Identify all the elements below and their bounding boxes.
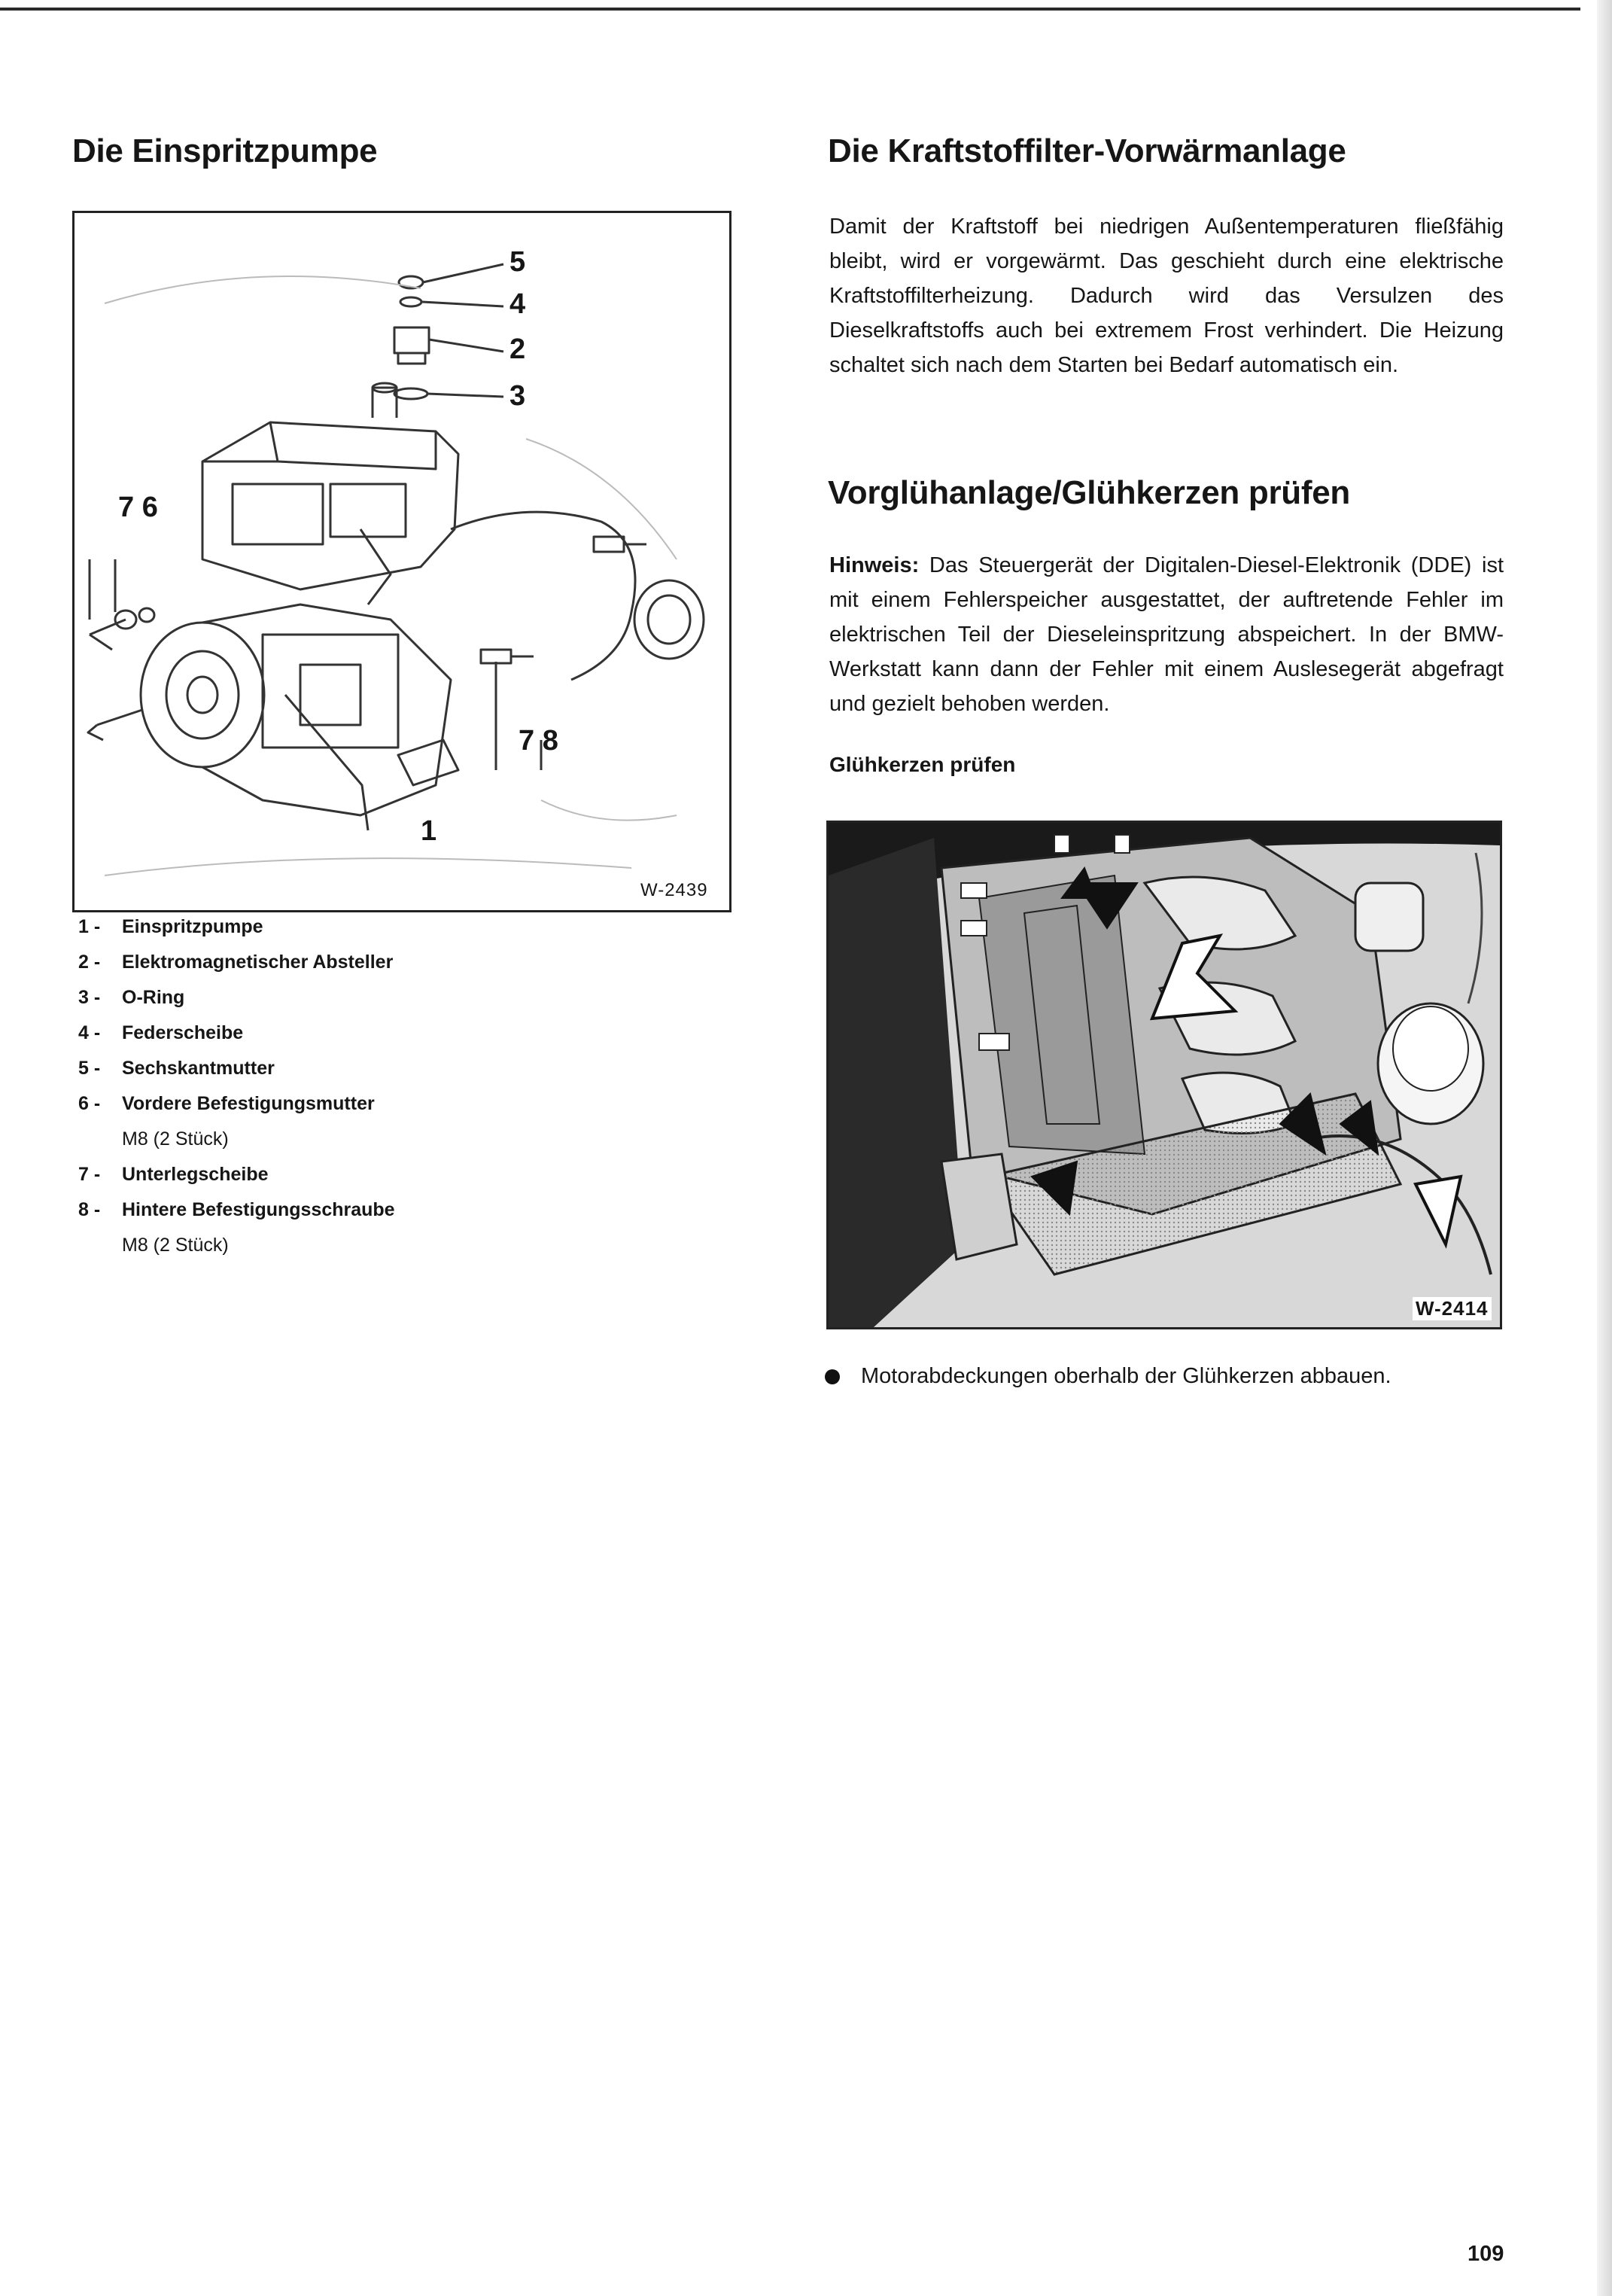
page-edge-shadow <box>1597 0 1612 2296</box>
instruction-text: Motorabdeckungen oberhalb der Glühkerzen abbauen. <box>861 1364 1391 1388</box>
section-title-einspritzpumpe: Die Einspritzpumpe <box>72 132 378 169</box>
legend-item: 2 - Elektromagnetischer Absteller <box>78 952 394 973</box>
section-title-vorwaermanlage: Die Kraftstoffilter-Vorwärmanlage <box>828 132 1346 169</box>
callout-5: 5 <box>509 246 526 278</box>
callout-3: 3 <box>509 380 526 412</box>
legend-item: 5 - Sechskantmutter <box>78 1058 275 1079</box>
figure-id-w2439: W-2439 <box>640 880 708 900</box>
legend-item: 7 - Unterlegscheibe <box>78 1164 269 1185</box>
callout-7-8: 7 8 <box>519 725 558 757</box>
paragraph-vorwaermanlage: Damit der Kraftstoff bei niedrigen Außentemperaturen fließfähig bleibt, wird er vorgewärmt. Das geschieht durch eine elektrische Kraftstoffilterheizung. Dadurch wird das Versulzen des Dieselkraftstoffs auch bei extremem Frost verhindert. Die Heizung schaltet sich nach dem Starten bei Bedarf automatisch ein. <box>829 215 1504 377</box>
bullet-dot-icon <box>825 1369 840 1384</box>
figure-id-w2414: W-2414 <box>1413 1297 1492 1320</box>
paragraph-hinweis <box>829 548 1504 721</box>
instruction-bullet <box>825 1364 1391 1389</box>
section-title-vorgluehanlage: Vorglühanlage/Glühkerzen prüfen <box>828 474 1350 511</box>
injection-pump-drawing <box>75 213 729 910</box>
legend-item-sub: M8 (2 Stück) <box>122 1128 229 1150</box>
subtitle-gluehkerzen: Glühkerzen prüfen <box>829 753 1016 776</box>
callout-4: 4 <box>509 288 526 320</box>
engine-photo-figure <box>826 821 1502 1329</box>
legend-item: 6 - Vordere Befestigungsmutter <box>78 1093 375 1114</box>
parts-legend <box>78 909 756 1263</box>
legend-item: 4 - Federscheibe <box>78 1022 244 1043</box>
injection-pump-figure <box>72 211 731 912</box>
engine-photo <box>829 823 1500 1327</box>
hinweis-text: Das Steuergerät der Digitalen-Diesel-Elektronik (DDE) ist mit einem Fehlerspeicher ausgestattet, der auftretende Fehler im elektrischen Teil der Dieseleinspritzung abspeichert. In der BMW-Werkstatt kann dann der Fehler mit einem Auslesegerät abgefragt und gezielt behoben werden. <box>829 553 1504 716</box>
legend-item: 1 - Einspritzpumpe <box>78 916 263 937</box>
callout-7-6: 7 6 <box>118 492 158 523</box>
callout-2: 2 <box>509 333 526 365</box>
top-rule <box>0 8 1580 11</box>
callout-1: 1 <box>421 815 437 847</box>
page-number: 109 <box>1468 2242 1504 2266</box>
legend-item-sub: M8 (2 Stück) <box>122 1235 229 1256</box>
legend-item: 3 - O-Ring <box>78 987 185 1008</box>
hinweis-label: Hinweis: <box>829 553 920 577</box>
legend-item: 8 - Hintere Befestigungsschraube <box>78 1199 395 1220</box>
